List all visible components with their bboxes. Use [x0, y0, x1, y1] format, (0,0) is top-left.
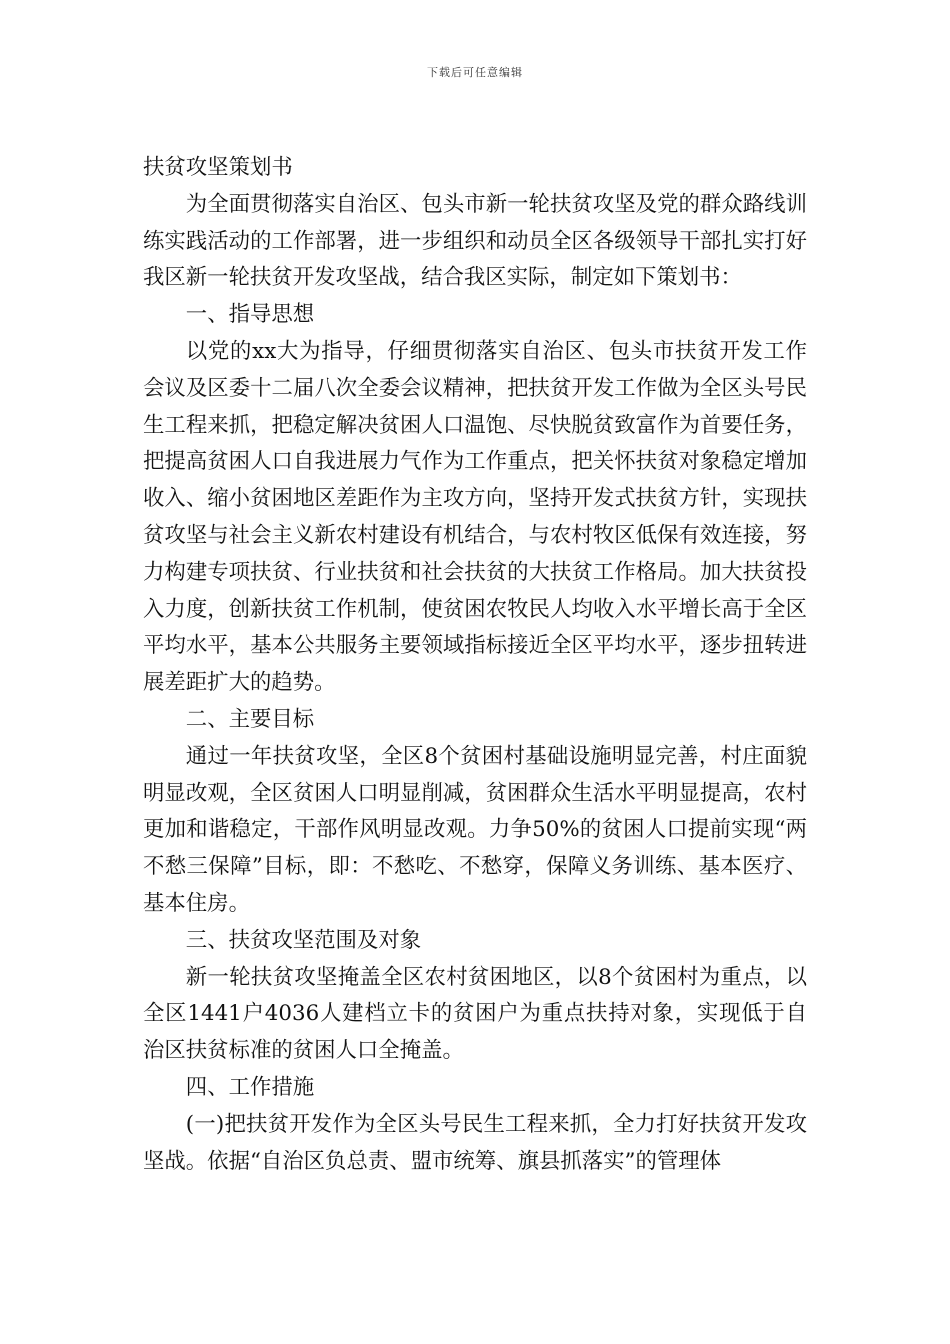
- document-body: [143, 150, 807, 1180]
- section-heading-guiding-thought: 一、指导思想: [185, 302, 315, 328]
- section-heading-scope-targets: 三、扶贫攻坚范围及对象: [185, 927, 422, 953]
- intro-paragraph: 为全面贯彻落实自治区、包头市新一轮扶贫攻坚及党的群众路线训练实践活动的工作部署，进一步组织和动员全区各级领导干部扎实打好我区新一轮扶贫开发攻坚战，结合我区实际，制定如下策划书：: [143, 191, 807, 291]
- section-heading-main-goals: 二、主要目标: [185, 706, 315, 732]
- document-title: 扶贫攻坚策划书: [143, 155, 293, 180]
- section-heading-work-measures: 四、工作措施: [185, 1074, 315, 1100]
- page-header-note: 下载后可任意编辑: [427, 66, 523, 79]
- section-paragraph-work-measures: (一)把扶贫开发作为全区头号民生工程来抓，全力打好扶贫开发攻坚战。依据“自治区负总责、盟市统筹、旗县抓落实”的管理体: [143, 1111, 807, 1174]
- section-paragraph-scope-targets: 新一轮扶贫攻坚掩盖全区农村贫困地区，以8个贫困村为重点，以全区1441户4036人建档立卡的贫困户为重点扶持对象，实现低于自治区扶贫标准的贫困人口全掩盖。: [143, 964, 807, 1064]
- section-paragraph-main-goals: 通过一年扶贫攻坚，全区8个贫困村基础设施明显完善，村庄面貌明显改观，全区贫困人口明显削减，贫困群众生活水平明显提高，农村更加和谐稳定，干部作风明显改观。力争50%的贫困人口提前实现“两不愁三保障”目标，即：不愁吃、不愁穿，保障义务训练、基本医疗、基本住房。: [143, 743, 807, 916]
- section-paragraph-guiding-thought: 以党的xx大为指导，仔细贯彻落实自治区、包头市扶贫开发工作会议及区委十二届八次全委会议精神，把扶贫开发工作做为全区头号民生工程来抓，把稳定解决贫困人口温饱、尽快脱贫致富作为首要任务，把提高贫困人口自我进展力气作为工作重点，把关怀扶贫对象稳定增加收入、缩小贫困地区差距作为主攻方向，坚持开发式扶贫方针，实现扶贫攻坚与社会主义新农村建设有机结合，与农村牧区低保有效连接，努力构建专项扶贫、行业扶贫和社会扶贫的大扶贫工作格局。加大扶贫投入力度，创新扶贫工作机制，使贫困农牧民人均收入水平增长高于全区平均水平，基本公共服务主要领域指标接近全区平均水平，逐步扭转进展差距扩大的趋势。: [143, 338, 807, 696]
